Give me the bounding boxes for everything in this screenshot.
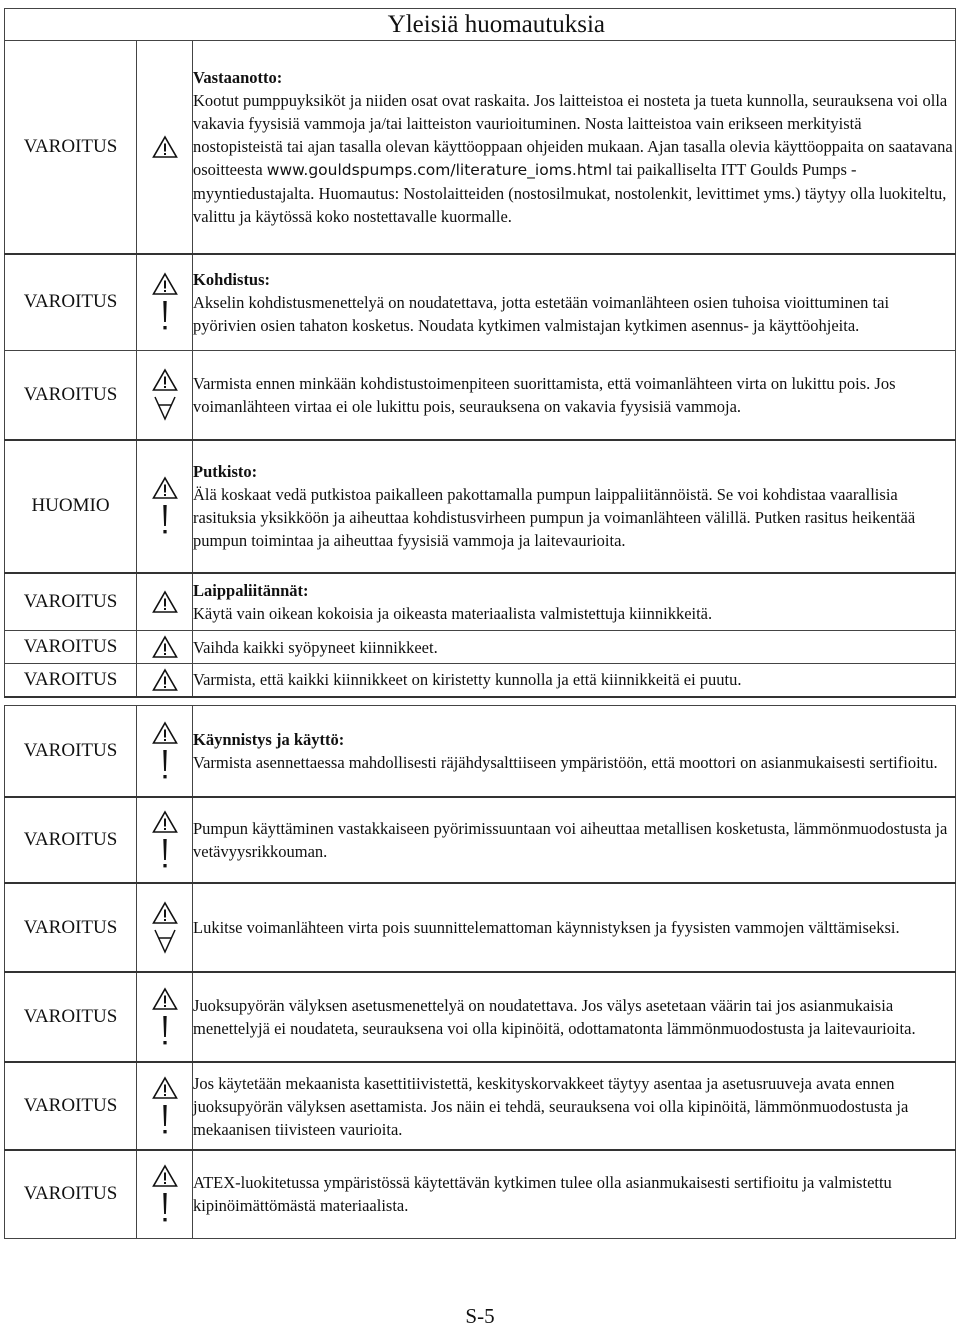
warning-triangle-icon <box>152 721 178 745</box>
hazard-icons <box>137 254 193 351</box>
exclamation-icon <box>158 836 172 870</box>
note-text: Juoksupyörän välyksen asetusmenettelyä on noudatettava. Jos välys asetetaan väärin tai jos asianmukaisia menettelyjä ei noudateta, seurauksena voi olla kipinöitä, odottamatonta lämmönmuodostusta ja laitevaurioita. <box>193 996 916 1038</box>
section-heading: Kohdistus: <box>193 269 271 289</box>
note-body <box>193 994 955 1040</box>
hazard-icons <box>137 972 193 1062</box>
note-text-cell <box>193 254 956 351</box>
section-gap <box>5 697 956 706</box>
note-text-cell <box>193 1150 956 1238</box>
note-body <box>193 916 955 939</box>
note-text: Varmista, että kaikki kiinnikkeet on kiristetty kunnolla ja että kiinnikkeitä ei puutu. <box>193 670 742 690</box>
note-text-cell <box>193 883 956 972</box>
hazard-icons <box>137 664 193 697</box>
hazard-icons <box>137 797 193 883</box>
hazard-icons <box>137 631 193 664</box>
note-row <box>5 705 956 797</box>
note-body <box>193 89 955 228</box>
note-row <box>5 254 956 351</box>
signal-word: VAROITUS <box>5 972 137 1062</box>
note-text-cell <box>193 351 956 440</box>
hazard-icons <box>137 883 193 972</box>
hazard-icons <box>137 573 193 631</box>
note-row <box>5 883 956 972</box>
note-text: Pumpun käyttäminen vastakkaiseen pyörimissuuntaan voi aiheuttaa metallisen kosketusta, lämmönmuodostusta ja vetävyysrikkouman. <box>193 819 948 861</box>
warning-triangle-icon <box>152 635 178 659</box>
hazard-icons <box>137 41 193 254</box>
signal-word: VAROITUS <box>5 705 137 797</box>
warning-triangle-icon <box>152 368 178 392</box>
exclamation-icon <box>158 747 172 781</box>
signal-word: VAROITUS <box>5 797 137 883</box>
note-text-cell <box>193 41 956 254</box>
hazard-icons <box>137 1062 193 1150</box>
signal-word: VAROITUS <box>5 573 137 631</box>
signal-word: VAROITUS <box>5 41 137 254</box>
signal-word: HUOMIO <box>5 440 137 573</box>
note-row <box>5 631 956 664</box>
note-text-cell <box>193 440 956 573</box>
note-text: Älä koskaat vedä putkistoa paikalleen pakottamalla pumpun laippaliitännöistä. Se voi kohdistaa vaarallisia rasituksia yksikköön ja aiheuttaa kohdistusvirheen pumpun ja voimanlähteen välillä. Putken rasitus heikentää pumpun toimintaa ja aiheuttaa fyysisiä vammoja ja laitevaurioita. <box>193 485 916 550</box>
warning-triangle-icon <box>152 901 178 925</box>
signal-word: VAROITUS <box>5 1150 137 1238</box>
signal-word: VAROITUS <box>5 254 137 351</box>
warning-triangle-icon <box>152 1076 178 1100</box>
page-header <box>4 8 956 40</box>
note-row <box>5 972 956 1062</box>
note-body <box>193 602 955 625</box>
note-text-cell <box>193 631 956 664</box>
section-heading: Vastaanotto: <box>193 67 283 87</box>
warning-triangle-icon <box>152 590 178 614</box>
notes-table <box>4 40 956 1239</box>
note-body <box>193 636 955 659</box>
note-row <box>5 664 956 697</box>
section-heading: Käynnistys ja käyttö: <box>193 729 345 749</box>
note-row <box>5 351 956 440</box>
note-row <box>5 1150 956 1238</box>
note-text: Jos käytetään mekaanista kasettitiivistettä, keskityskorvakkeet täytyy asentaa ja asetusruuveja avata ennen juoksupyörän välyksen asettamista. Jos näin ei tehdä, seurauksena voi olla kipinöitä, lämmönmuodostusta ja mekaanisen tiivisteen vaurioita. <box>193 1073 909 1139</box>
signal-word: VAROITUS <box>5 631 137 664</box>
exclamation-icon <box>158 1102 172 1136</box>
note-text-continued: tai paikalliselta ITT Goulds Pumps -myyntiedustajalta. Huomautus: Nostolaitteiden (nostosilmukat, nostolenkit, levittimet yms.) täytyy olla luokiteltu, valittu ja käytössä koko nostettavalle kuormalle. <box>193 159 947 226</box>
note-body <box>193 483 955 552</box>
note-row <box>5 573 956 631</box>
page-number: S-5 <box>465 1304 495 1328</box>
note-body <box>193 372 955 418</box>
note-text: Akselin kohdistusmenettelyä on noudatettava, jotta estetään voimanlähteen osien tuhoisa vioittuminen tai pyörivien osien tahaton kosketus. Noudata kytkimen valmistajan kytkimen asennus- ja käyttöohjeita. <box>193 292 890 335</box>
note-text-cell <box>193 797 956 883</box>
note-body <box>193 817 955 863</box>
note-body <box>193 668 955 691</box>
warning-triangle-icon <box>152 810 178 834</box>
note-text-cell <box>193 705 956 797</box>
signal-word: VAROITUS <box>5 883 137 972</box>
note-row <box>5 440 956 573</box>
hazard-icons <box>137 705 193 797</box>
exclamation-icon <box>158 298 172 332</box>
note-text: Kootut pumppuyksiköt ja niiden osat ovat raskaita. Jos laitteistoa ei nosteta ja tueta kunnolla, seurauksena voi olla vakavia fyysisiä vammoja ja/tai laitteiston vaurioituminen. Nosta laitteistoa vain erikseen merkityistä nostopisteistä tai ajan tasalla olevan käyttöoppaan ohjeiden mukaan. Ajan tasalla olevia käyttöoppaita on saatavana osoitteesta <box>193 90 953 179</box>
literature-link[interactable]: www.gouldspumps.com/literature_ioms.html <box>266 160 613 179</box>
note-text: Lukitse voimanlähteen virta pois suunnittelemattoman käynnistyksen ja fyysisten vammojen välttämiseksi. <box>193 918 900 937</box>
note-body <box>193 751 955 774</box>
note-text-cell <box>193 972 956 1062</box>
signal-word: VAROITUS <box>5 1062 137 1150</box>
section-heading: Laippaliitännät: <box>193 580 309 600</box>
ex-explosion-icon <box>152 927 178 955</box>
note-text: Varmista asennettaessa mahdollisesti räjähdysalttiiseen ympäristöön, että moottori on asianmukaisesti sertifioitu. <box>193 752 938 772</box>
note-body <box>193 291 955 337</box>
warning-triangle-icon <box>152 272 178 296</box>
note-text: Varmista ennen minkään kohdistustoimenpiteen suorittamista, että voimanlähteen virta on lukittu pois. Jos voimanlähteen virtaa ei ole lukittu pois, seurauksena on vakavia fyysisiä vammoja. <box>193 373 896 416</box>
section-heading: Putkisto: <box>193 462 258 481</box>
page-title: Yleisiä huomautuksia <box>387 11 605 38</box>
exclamation-icon <box>158 502 172 536</box>
note-body <box>193 1072 955 1141</box>
signal-word: VAROITUS <box>5 664 137 697</box>
ex-explosion-icon <box>152 394 178 422</box>
warning-triangle-icon <box>152 668 178 692</box>
hazard-icons <box>137 351 193 440</box>
warning-triangle-icon <box>152 135 178 159</box>
note-text: Käytä vain oikean kokoisia ja oikeasta materiaalista valmistettuja kiinnikkeitä. <box>193 603 713 623</box>
note-row <box>5 41 956 254</box>
note-text: Vaihda kaikki syöpyneet kiinnikkeet. <box>193 637 438 657</box>
note-text-cell <box>193 573 956 631</box>
exclamation-icon <box>158 1013 172 1047</box>
hazard-icons <box>137 1150 193 1238</box>
note-text-cell <box>193 664 956 697</box>
warning-triangle-icon <box>152 987 178 1011</box>
note-text-cell <box>193 1062 956 1150</box>
warning-triangle-icon <box>152 1164 178 1188</box>
hazard-icons <box>137 440 193 573</box>
signal-word: VAROITUS <box>5 351 137 440</box>
note-row <box>5 797 956 883</box>
exclamation-icon <box>158 1190 172 1224</box>
warning-triangle-icon <box>152 476 178 500</box>
note-body <box>193 1171 955 1217</box>
note-text: ATEX-luokitetussa ympäristössä käytettävän kytkimen tulee olla asianmukaisesti sertifioitu ja valmistettu kipinöimättömästä materiaalista. <box>193 1173 892 1216</box>
note-row <box>5 1062 956 1150</box>
